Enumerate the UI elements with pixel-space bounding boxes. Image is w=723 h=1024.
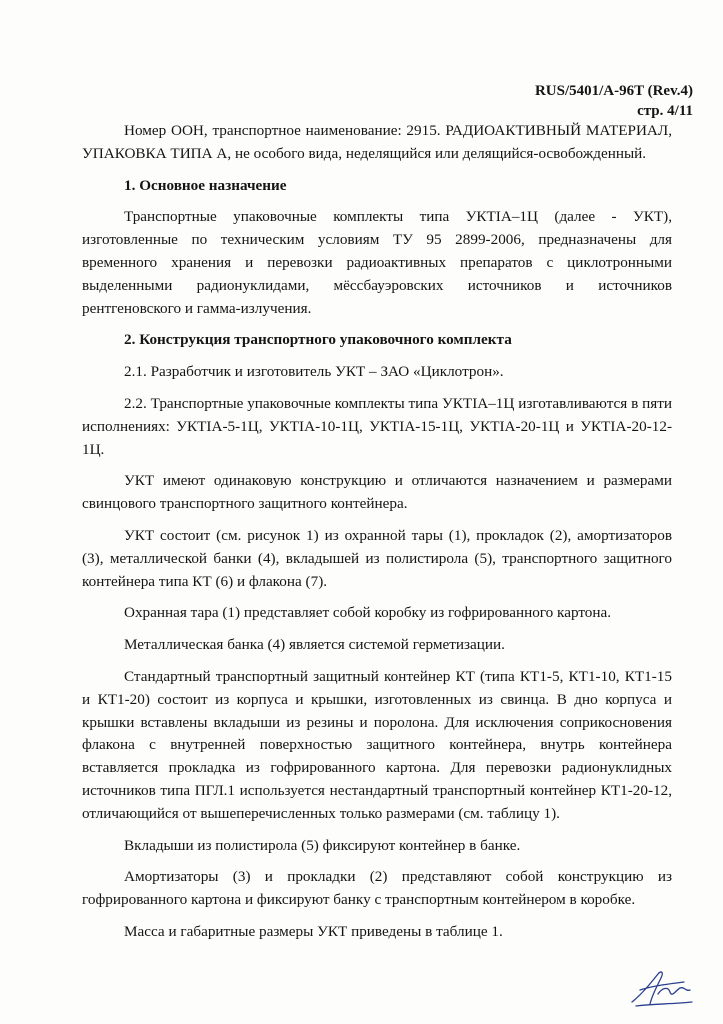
paragraph-outer-package: Охранная тара (1) представляет собой коробку из гофрированного картона. bbox=[124, 604, 612, 622]
paragraph-2-2: 2.2. Транспортные упаковочные комплекты типа УКТIA–1Ц изготавливаются в пяти исполнениях: УКТIA-5-1Ц, УКТIA-10-1Ц, УКТIA-15-1Ц, УКТIA-20-1Ц и УКТIA-20-12-1Ц. bbox=[82, 394, 672, 458]
document-header bbox=[535, 81, 693, 121]
handwritten-signature bbox=[628, 964, 696, 1010]
section-1-heading: 1. Основное назначение bbox=[124, 176, 287, 194]
page-number: стр. 4/11 bbox=[637, 103, 693, 119]
paragraph-metal-can: Металлическая банка (4) является системой герметизации. bbox=[124, 636, 505, 654]
paragraph-shock-absorbers: Амортизаторы (3) и прокладки (2) представляют собой конструкцию из гофрированного картона и фиксируют банку с транспортным контейнером в коробке. bbox=[82, 868, 672, 909]
document-body bbox=[82, 120, 672, 953]
paragraph-mass-dimensions: Масса и габаритные размеры УКТ приведены в таблице 1. bbox=[124, 922, 503, 940]
section-2-heading: 2. Конструкция транспортного упаковочного комплекта bbox=[124, 331, 512, 349]
paragraph-container: Стандартный транспортный защитный контейнер КТ (типа КТ1-5, КТ1-10, КТ1-15 и КТ1-20) состоит из корпуса и крышки, изготовленных из свинца. В дно корпуса и крышки вставлены вкладыши из резины и поролона. Для исключения соприкосновения флакона с внутренней поверхностью защитного контейнера, внутрь контейнера вставляется прокладка из гофрированного картона. Для перевозки радионуклидных источников типа ПГЛ.1 используется нестандартный транспортный контейнер КТ1-20-12, отличающийся от вышеперечисленных только размерами (см. таблицу 1). bbox=[82, 667, 672, 822]
section-1-paragraph: Транспортные упаковочные комплекты типа УКТIA–1Ц (далее - УКТ), изготовленные по техническим условиям ТУ 95 2899-2006, предназначены для временного хранения и перевозки радиоактивных препаратов с циклотронными выделенными радионуклидами, мёссбауэровских источников и источников рентгеновского и гамма-излучения. bbox=[82, 208, 672, 317]
paragraph-inserts: Вкладыши из полистирола (5) фиксируют контейнер в банке. bbox=[124, 836, 521, 854]
paragraph-2-1: 2.1. Разработчик и изготовитель УКТ – ЗАО «Циклотрон». bbox=[124, 363, 504, 381]
document-id: RUS/5401/A-96T (Rev.4) bbox=[534, 83, 693, 99]
paragraph-design: УКТ имеют одинаковую конструкцию и отличаются назначением и размерами свинцового транспортного защитного контейнера. bbox=[82, 472, 672, 513]
paragraph-composition: УКТ состоит (см. рисунок 1) из охранной тары (1), прокладок (2), амортизаторов (3), металлической банки (4), вкладышей из полистирола (5), транспортного защитного контейнера типа КТ (6) и флакона (7). bbox=[82, 526, 672, 590]
intro-paragraph: Номер ООН, транспортное наименование: 2915. РАДИОАКТИВНЫЙ МАТЕРИАЛ, УПАКОВКА ТИПА А, не особого вида, неделящийся или делящийся-освобожденный. bbox=[82, 122, 672, 162]
